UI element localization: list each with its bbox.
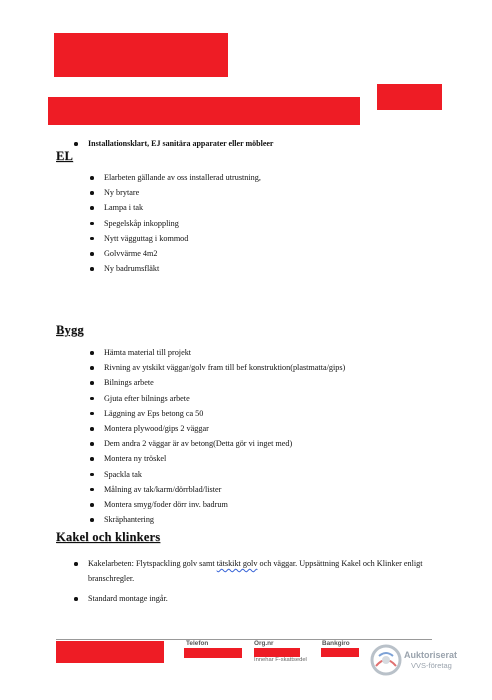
kakel-item: [88, 556, 438, 586]
bygg-heading: Bygg: [56, 323, 84, 337]
bygg-item: Montera ny tröskel: [104, 451, 345, 466]
intro-item: [88, 136, 273, 151]
el-item: Elarbeten gällande av oss installerad utrustning,: [104, 170, 261, 185]
kakel-item-text-post: och väggar. Uppsättning Kakel och Klinker enligt branschregler.: [88, 559, 423, 583]
redacted-corner-block: [377, 84, 442, 110]
el-item: Ny badrumsfläkt: [104, 261, 261, 276]
kakel-item: [88, 591, 438, 606]
redacted-header-block: [54, 33, 228, 77]
logo-line-2: VVS-företag: [411, 661, 452, 670]
bygg-item: Spackla tak: [104, 467, 345, 482]
bygg-item: Bilnings arbete: [104, 375, 345, 390]
el-heading: EL: [56, 149, 74, 163]
bygg-item: Hämta material till projekt: [104, 345, 345, 360]
kakel-heading: Kakel och klinkers: [56, 530, 161, 544]
el-item: Golvvärme 4m2: [104, 246, 261, 261]
bygg-item: Skräphantering: [104, 512, 345, 527]
bygg-item: Gjuta efter bilnings arbete: [104, 391, 345, 406]
vvs-logo-icon: [370, 644, 402, 676]
footer-orgnr-label: Org.nr: [254, 640, 274, 647]
redacted-footer-telefon: [184, 648, 242, 658]
el-item: Lampa i tak: [104, 200, 261, 215]
footer-telefon-label: Telefon: [186, 640, 209, 647]
el-item: Ny brytare: [104, 185, 261, 200]
footer-fskatt-text: Innehar F-skattsedel: [254, 657, 307, 663]
kakel-item-text: Standard montage ingår.: [88, 594, 168, 603]
redacted-footer-orgnr: [254, 648, 300, 657]
intro-item-text: Installationsklart, EJ sanitära apparater eller möbleer: [88, 139, 274, 148]
bygg-item: Läggning av Eps betong ca 50: [104, 406, 345, 421]
redacted-footer-bankgiro: [321, 648, 359, 657]
el-item: Nytt vägguttag i kommod: [104, 231, 261, 246]
redacted-footer-company: [56, 641, 164, 663]
footer-divider: [56, 639, 432, 640]
el-list: [104, 170, 261, 276]
bygg-item: Montera smyg/foder dörr inv. badrum: [104, 497, 345, 512]
redacted-title-bar: [48, 97, 360, 125]
footer-bankgiro-label: Bankgiro: [322, 640, 350, 647]
bygg-list: [104, 345, 345, 527]
intro-list: [88, 136, 273, 151]
kakel-list: [88, 556, 438, 606]
bygg-item: Målning av tak/karm/dörrblad/lister: [104, 482, 345, 497]
kakel-item-text-pre: Kakelarbeten: Flytspackling golv samt: [88, 559, 217, 568]
kakel-item-text-flagged: tätskikt golv: [216, 559, 258, 568]
el-item: Spegelskåp inkoppling: [104, 216, 261, 231]
logo-line-1: Auktoriserat: [404, 650, 458, 660]
bygg-item: Montera plywood/gips 2 väggar: [104, 421, 345, 436]
bygg-item: Rivning av ytskikt väggar/golv fram till bef konstruktion(plastmatta/gips): [104, 360, 345, 375]
bygg-item: Dem andra 2 väggar är av betong(Detta gör vi inget med): [104, 436, 345, 451]
